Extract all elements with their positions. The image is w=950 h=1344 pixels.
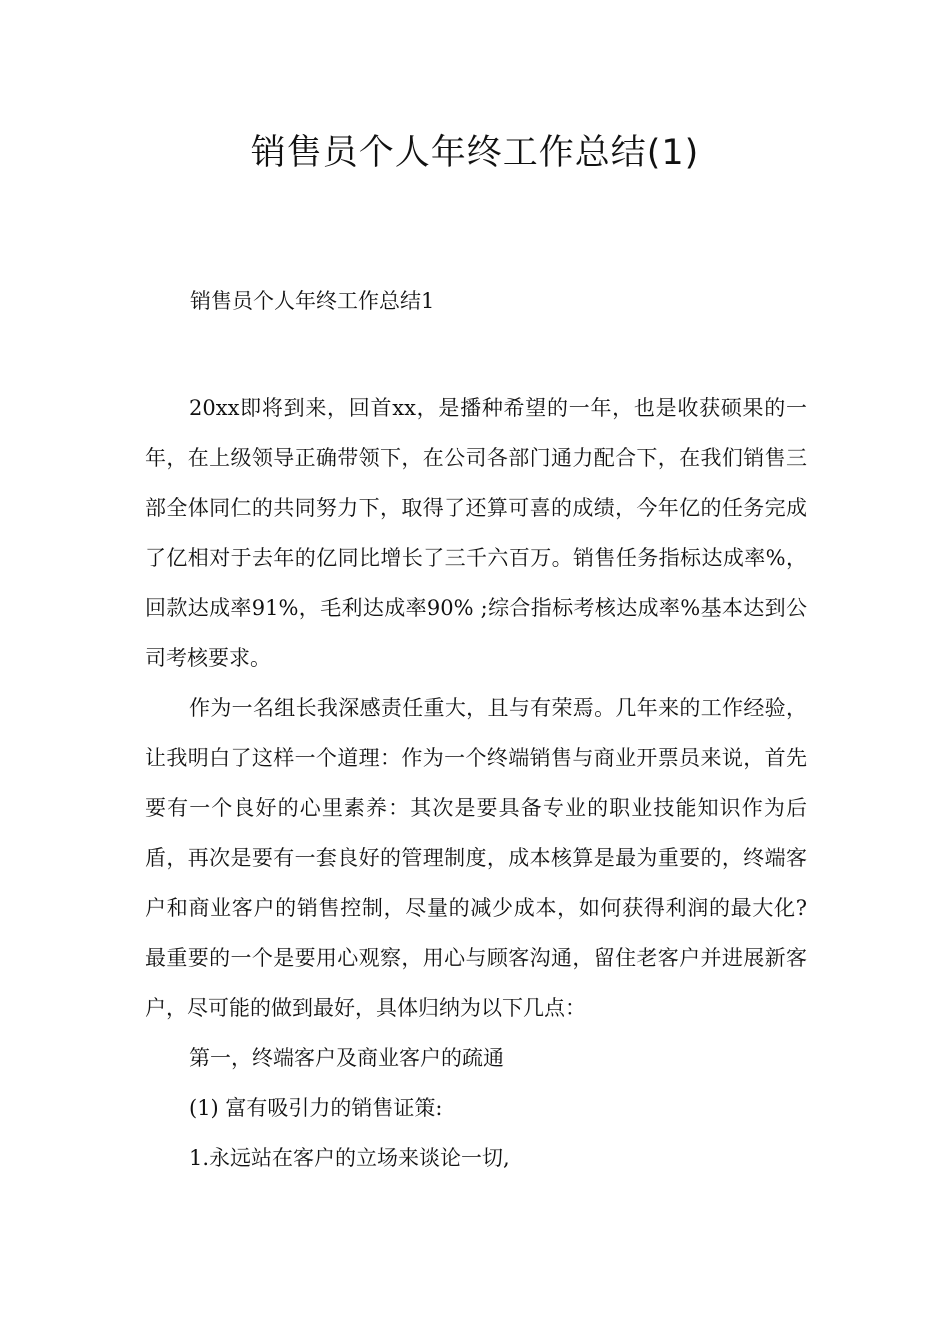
document-body	[145, 383, 807, 1183]
subsection-heading: (1) 富有吸引力的销售证策:	[189, 1096, 443, 1120]
document-subheading: 销售员个人年终工作总结1	[190, 289, 435, 313]
paragraph: 作为一名组长我深感责任重大，且与有荣焉。几年来的工作经验，让我明白了这样一个道理：作为一个终端销售与商业开票员来说，首先要有一个良好的心里素养：其次是要具备专业的职业技能知识作为后盾，再次是要有一套良好的管理制度，成本核算是最为重要的，终端客户和商业客户的销售控制，尽量的减少成本，如何获得利润的最大化?最重要的一个是要用心观察，用心与顾客沟通，留住老客户并进展新客户，尽可能的做到最好，具体归纳为以下几点：	[145, 696, 807, 1020]
list-item: 1.永远站在客户的立场来谈论一切,	[189, 1146, 510, 1170]
paragraph: 20xx即将到来，回首xx，是播种希望的一年，也是收获硕果的一年，在上级领导正确带领下，在公司各部门通力配合下，在我们销售三部全体同仁的共同努力下，取得了还算可喜的成绩，今年亿的任务完成了亿相对于去年的亿同比增长了三千六百万。销售任务指标达成率%，回款达成率91%，毛利达成率90% ;综合指标考核达成率%基本达到公司考核要求。	[145, 396, 807, 670]
section-heading: 第一，终端客户及商业客户的疏通	[189, 1046, 504, 1070]
document-title: 销售员个人年终工作总结(1)	[250, 133, 700, 173]
